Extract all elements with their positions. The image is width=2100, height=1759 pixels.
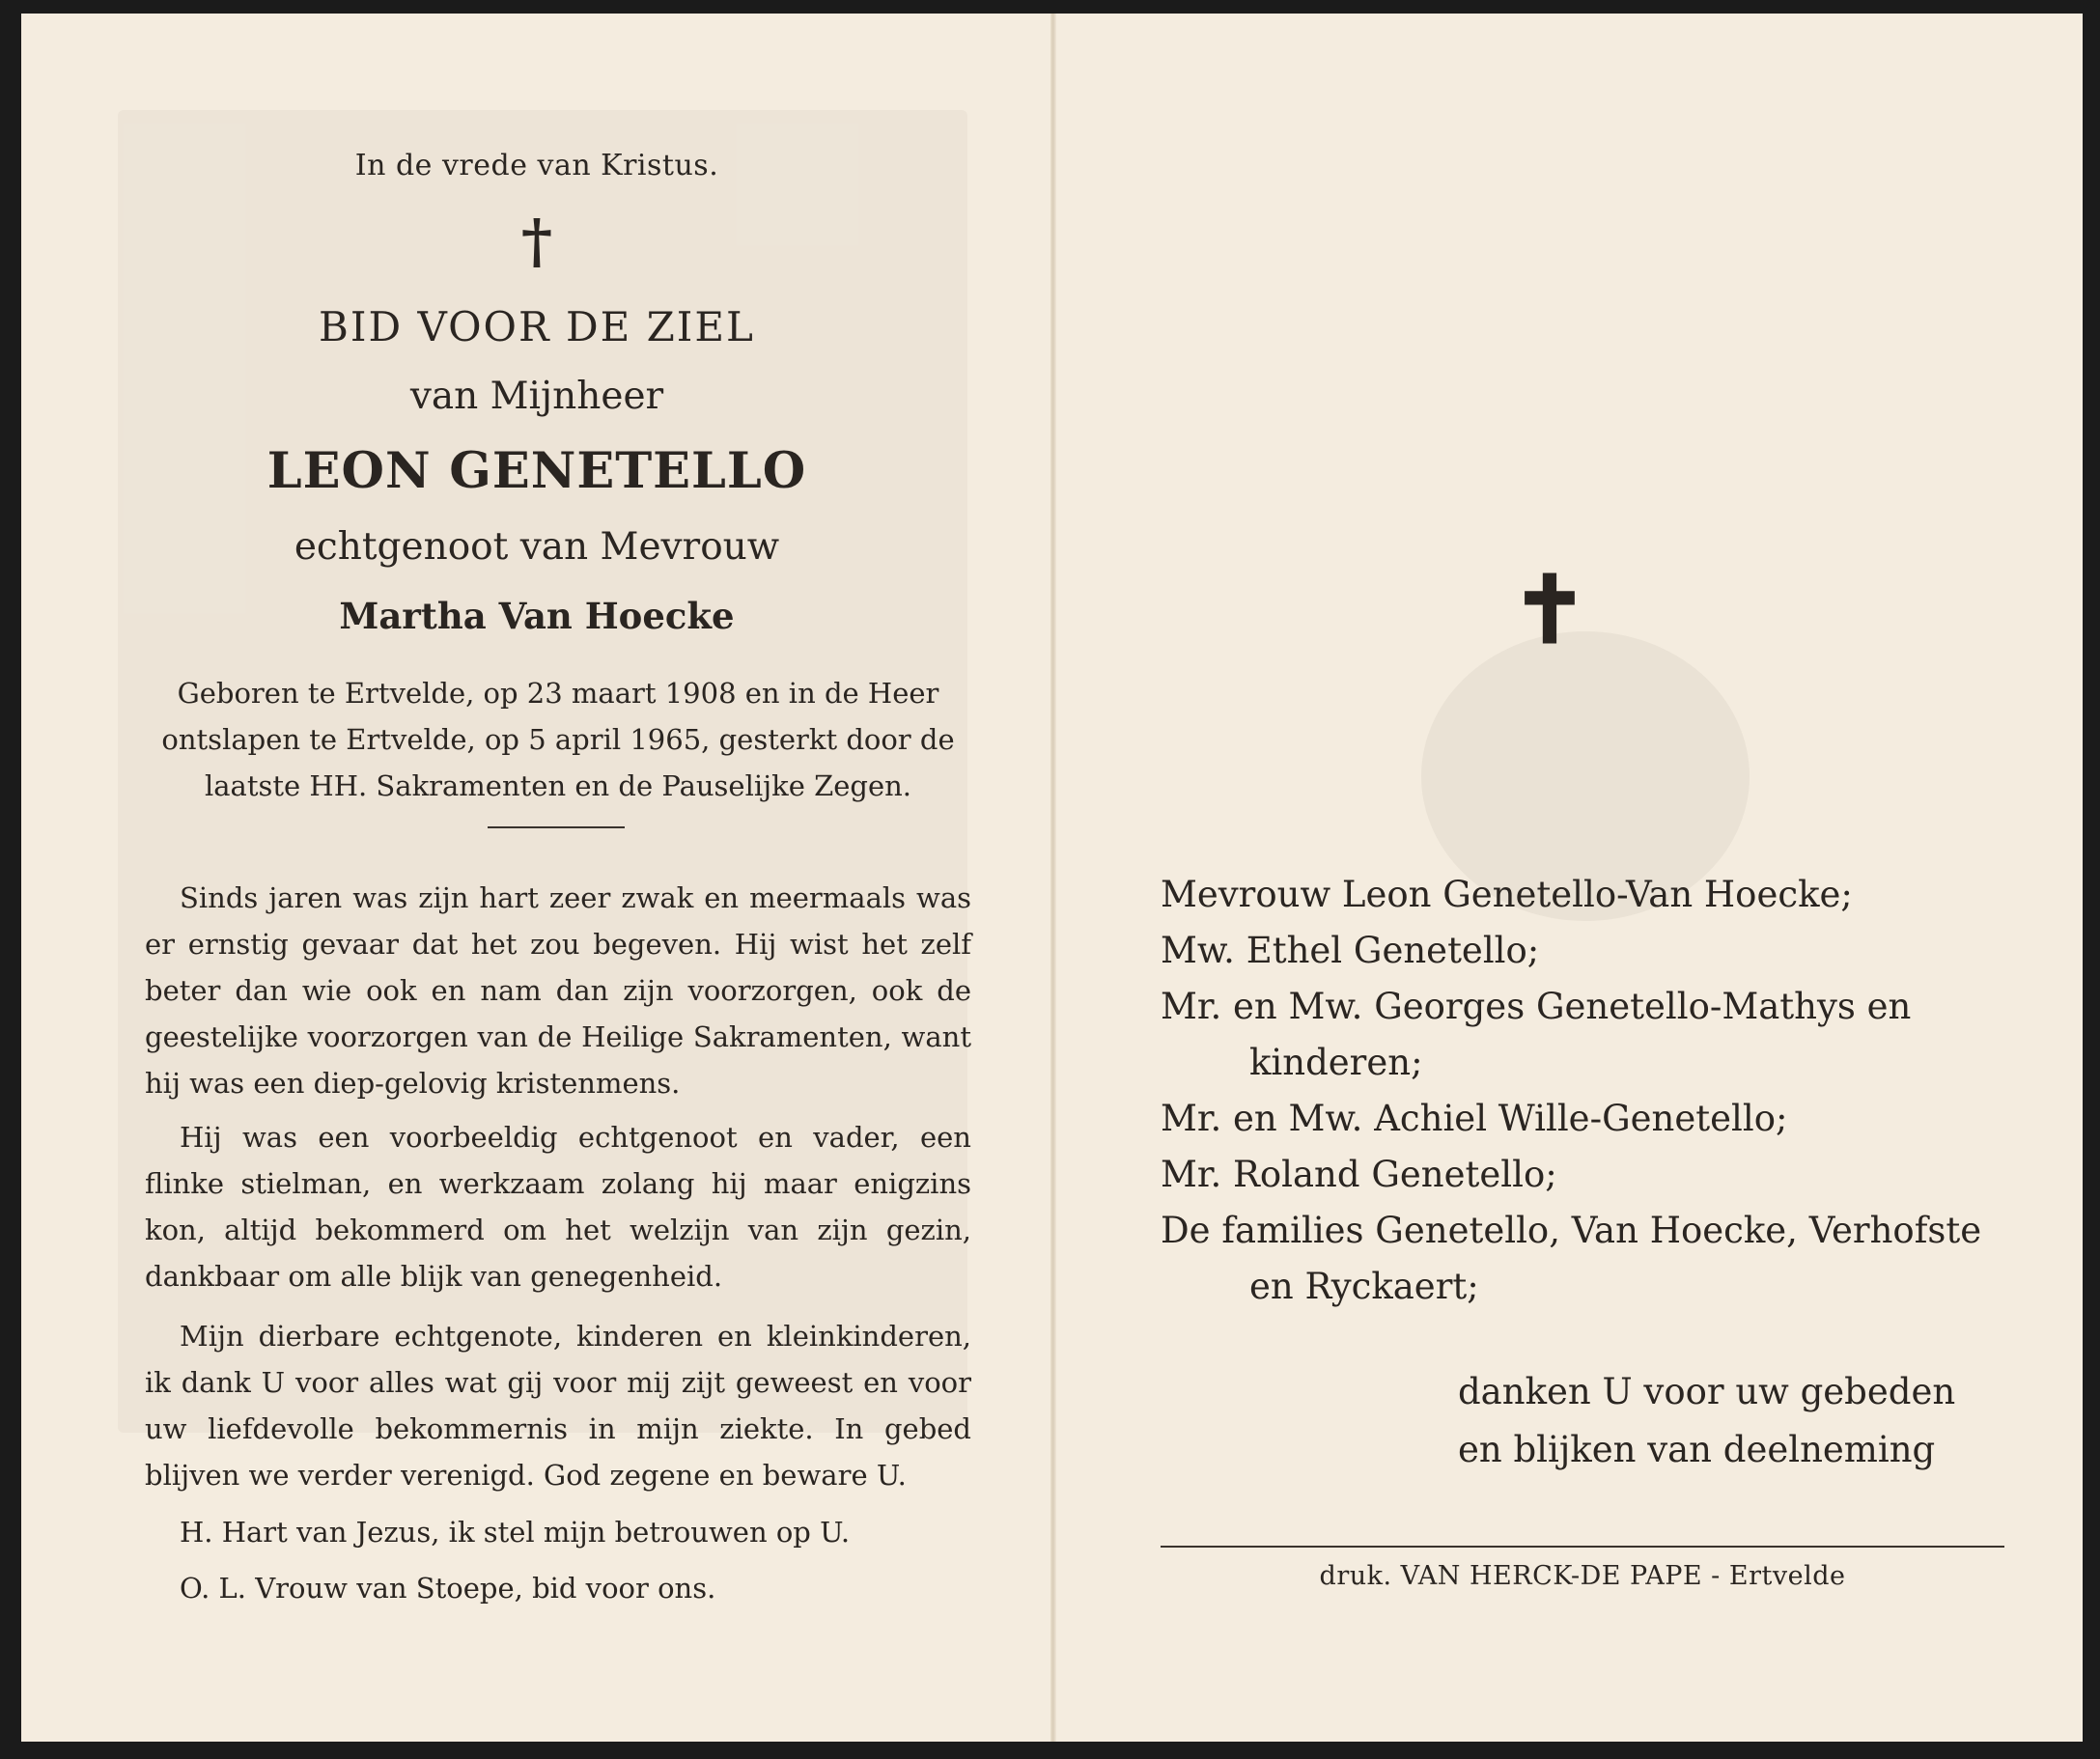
family-member: Mr. Roland Genetello; [1161, 1154, 1557, 1195]
birth-line: laatste HH. Sakramenten en de Pauselijke Zegen. [204, 769, 912, 802]
card-fold [1050, 14, 1056, 1742]
family-member: kinderen; [1249, 1042, 1423, 1083]
prayer-line: O. L. Vrouw van Stoepe, bid voor ons. [180, 1572, 716, 1605]
paragraph-health: Sinds jaren was zijn hart zeer zwak en meermaals was er ernstig gevaar dat het zou begeven. Hij wist het zelf beter dan wie ook en nam dan zijn voorzorgen, ook de geestelijke voorzorgen van de Heilige Sakramenten, want hij was een diep-gelovig kristenmens. [145, 881, 971, 1100]
salutation: van Mijnheer [409, 375, 664, 418]
family-member: Mr. en Mw. Achiel Wille-Genetello; [1161, 1098, 1788, 1139]
paragraph-farewell: Mijn dierbare echtgenote, kinderen en kleinkinderen, ik dank U voor alles wat gij voor mij zijt geweest en voor uw liefdevolle bekommernis in mijn ziekte. In gebed blijven we verder verenigd. God zegene en beware U. [145, 1320, 971, 1492]
family-member: en Ryckaert; [1249, 1266, 1479, 1307]
intro-text: In de vrede van Kristus. [354, 149, 719, 182]
family-member: De families Genetello, Van Hoecke, Verhofste [1161, 1210, 1982, 1251]
divider [488, 826, 625, 828]
spouse-name: Martha Van Hoecke [339, 595, 735, 637]
family-list [1161, 867, 2010, 1315]
prayer-heading: BID VOOR DE ZIEL [319, 303, 755, 350]
birth-line: Geboren te Ertvelde, op 23 maart 1908 en in de Heer [177, 677, 939, 710]
thanks-text [1458, 1363, 1999, 1479]
thanks-line: danken U voor uw gebeden [1458, 1371, 1956, 1412]
birth-line: ontslapen te Ertvelde, op 5 april 1965, gesterkt door de [161, 723, 955, 756]
deceased-name: LEON GENETELLO [266, 442, 807, 500]
paragraph-character: Hij was een voorbeeldig echtgenoot en vader, een flinke stielman, en werkzaam zolang hij maar enigzins kon, altijd bekommerd om het welzijn van zijn gezin, dankbaar om alle blijk van genegenheid. [145, 1121, 971, 1293]
prayer-line: H. Hart van Jezus, ik stel mijn betrouwen op U. [180, 1516, 851, 1549]
cross-icon: ✝ [1510, 555, 1589, 664]
family-member: Mr. en Mw. Georges Genetello-Mathys en [1161, 986, 1912, 1027]
divider [1161, 1546, 2004, 1548]
family-member: Mw. Ethel Genetello; [1161, 930, 1540, 971]
memorial-card [21, 14, 2083, 1742]
printer-credit: druk. VAN HERCK-DE PAPE - Ertvelde [1319, 1561, 1846, 1591]
spouse-intro: echtgenoot van Mevrouw [294, 525, 780, 569]
cross-icon: † [520, 206, 553, 276]
family-member: Mevrouw Leon Genetello-Van Hoecke; [1161, 874, 1853, 915]
birth-death-details [145, 670, 971, 809]
thanks-line: en blijken van deelneming [1458, 1429, 1936, 1470]
left-page [21, 14, 1052, 1742]
